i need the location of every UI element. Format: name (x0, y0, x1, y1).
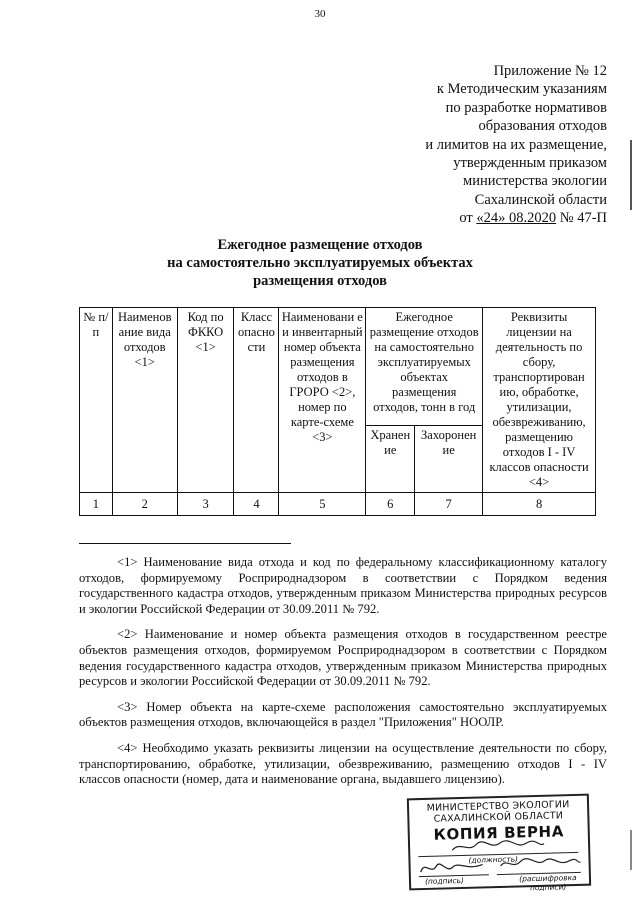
stamp-region: САХАЛИНСКОЙ ОБЛАСТИ (433, 810, 564, 825)
header-cell-number: № п/п (80, 308, 113, 493)
appendix-line: Приложение № 12 (493, 63, 607, 79)
footnote-divider (79, 543, 291, 544)
header-cell-storage: Хранен ие (366, 426, 415, 493)
header-cell-annual-placement: Ежегодное размещение отходов на самостоятельно эксплуатируемых объектах размещения отходов, тонн в год (366, 308, 483, 426)
order-number: № 47-П (556, 210, 607, 227)
certified-copy-stamp (407, 794, 591, 891)
stamp-copy-verified: КОПИЯ ВЕРНА (433, 822, 565, 844)
stamp-label-signature: (подпись) (424, 875, 464, 886)
footnote-1: <1> Наименование вида отхода и код по федеральному классификационному каталогу отходов, формируемому Росприроднадзором в соответствии с Порядком ведения государственного кадастра отходов, утвержденным приказом Министерства природных ресурсов и экологии Российской Федерации от 30.09.2011 № 792. (79, 555, 607, 616)
document-title (0, 236, 640, 290)
column-number-cell: 4 (234, 493, 279, 516)
stamp-ministry: МИНИСТЕРСТВО ЭКОЛОГИИ (426, 799, 570, 814)
header-cell-hazard-class: Класс опасно сти (234, 308, 279, 493)
date-prefix: от (459, 210, 477, 227)
appendix-header (307, 62, 607, 228)
appendix-line: к Методическим указаниям (436, 81, 607, 98)
footnote-2: <2> Наименование и номер объекта размещения отходов в государственном реестре объектов размещения отходов, формируемом Росприроднадзором в соответствии с Порядком ведения государственного кадастра отходов, утвержденным приказом Министерства природных ресурсов и экологии Российской Федерации от 30.09.2011 № 792. (79, 627, 607, 689)
appendix-line: и лимитов на их размещение, (425, 136, 607, 153)
title-line: размещения отходов (253, 273, 387, 289)
stamp-label-name: (расшифровка подписи) (519, 872, 577, 893)
appendix-line: образования отходов (478, 118, 607, 135)
header-cell-license: Реквизиты лицензии на деятельность по сбору, транспортирован ию, обработке, утилизации, обезвреживанию, размещению отходов I - IV классов опасности <4> (483, 308, 596, 493)
appendix-line: утвержденным приказом (453, 155, 607, 172)
column-number-cell: 7 (415, 493, 483, 516)
appendix-line: Сахалинской области (474, 191, 607, 208)
header-cell-object: Наименовани е и инвентарный номер объекта размещения отходов в ГРОРО <2>, номер по карте-схеме <3> (279, 308, 366, 493)
appendix-line: по разработке нормативов (445, 99, 607, 116)
header-cell-burial: Захоронен ие (415, 426, 483, 493)
waste-placement-table (79, 307, 596, 516)
appendix-line: министерства экологии (463, 173, 607, 190)
header-cell-fkko-code: Код по ФККО <1> (177, 308, 234, 493)
signature-transcript-icon (496, 852, 582, 874)
column-number-cell: 1 (80, 493, 113, 516)
table-row (80, 493, 596, 516)
column-number-cell: 3 (177, 493, 234, 516)
title-line: Ежегодное размещение отходов (217, 237, 423, 253)
column-number-cell: 6 (366, 493, 415, 516)
appendix-date-line (307, 209, 607, 227)
footnote-3: <3> Номер объекта на карте-схеме расположения самостоятельно эксплуатируемых объектов размещения отходов, включающейся в раздел "Приложения" НООЛР. (79, 699, 607, 730)
title-line: на самостоятельно эксплуатируемых объектах (167, 255, 473, 271)
scan-edge-mark (630, 140, 632, 210)
scan-edge-mark (630, 830, 632, 870)
column-number-cell: 5 (279, 493, 366, 516)
footnote-4: <4> Необходимо указать реквизиты лицензии на осуществление деятельности по сбору, транспортированию, обработке, утилизации, обезвреживанию, размещению отходов I - IV классов опасности (номер, дата и наименование органа, выдавшего лицензию). (79, 740, 607, 787)
header-cell-waste-name: Наименов ание вида отходов <1> (112, 308, 177, 493)
column-number-cell: 8 (483, 493, 596, 516)
footnotes (79, 555, 607, 798)
column-number-cell: 2 (112, 493, 177, 516)
stamp-label-position: (должность) (468, 854, 519, 865)
page-number: 30 (314, 8, 326, 20)
order-date: «24» 08.2020 (476, 210, 557, 227)
